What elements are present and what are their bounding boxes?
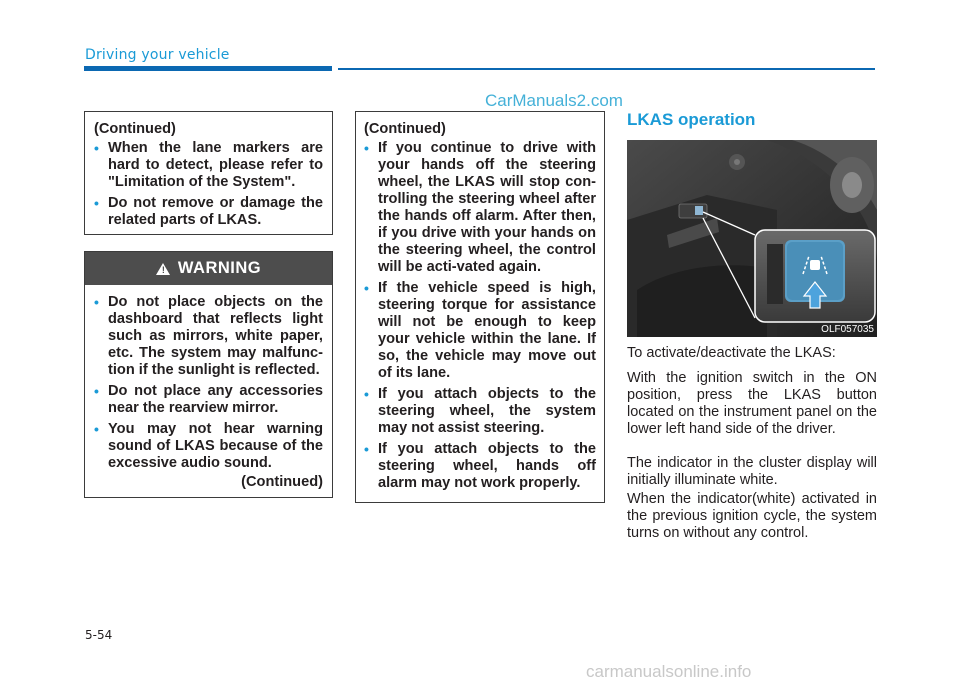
- list-item-text: If the vehicle speed is high, steering torque for assistance will not be enough to keep your vehicle within the lane. If so, the vehicle may move out of its lane.: [378, 280, 596, 381]
- continued-box-left: [84, 111, 333, 235]
- list-item-text: Do not remove or damage the related parts of LKAS.: [108, 195, 323, 228]
- list-item: [364, 441, 596, 492]
- continued-label: (Continued): [241, 474, 323, 490]
- bullet-icon: •: [94, 140, 99, 156]
- bullet-icon: •: [364, 386, 369, 402]
- header-rule-thick: [84, 66, 332, 71]
- bullet-icon: •: [364, 441, 369, 457]
- list-item-text: When the lane markers are hard to detect, please refer to "Limitation of the System".: [108, 140, 323, 190]
- header-rule-thin: [338, 68, 875, 70]
- list-item: [364, 280, 596, 382]
- bullet-icon: •: [94, 195, 99, 211]
- bullet-icon: •: [94, 421, 99, 437]
- paragraph: To activate/deactivate the LKAS:: [627, 345, 836, 361]
- warning-header: [85, 252, 332, 285]
- list-item-text: You may not hear warning sound of LKAS because of the excessive audio sound.: [108, 421, 323, 471]
- paragraph: With the ignition switch in the ON position, press the LKAS button located on the instrument panel on the lower left hand side of the driver.: [627, 370, 877, 437]
- dashboard-illustration: [627, 140, 877, 337]
- bullet-icon: •: [364, 280, 369, 296]
- watermark-top[interactable]: CarManuals2.com: [485, 91, 623, 110]
- list-item: [94, 294, 323, 379]
- continued-label: (Continued): [94, 121, 176, 137]
- bullet-icon: •: [94, 294, 99, 310]
- list-item: [94, 421, 323, 472]
- continued-label: (Continued): [364, 121, 446, 137]
- paragraph: The indicator in the cluster display will initially illuminate white.: [627, 455, 877, 488]
- list-item-text: If you continue to drive with your hands off the steering wheel, the LKAS will stop con-trolling the steering wheel after the hands off alarm. After then, if you drive with your hands on the steering wheel, the control will be acti-vated again.: [378, 140, 596, 275]
- section-title: Driving your vehicle: [85, 47, 230, 63]
- image-code: OLF057035: [821, 324, 874, 335]
- list-item: [364, 386, 596, 437]
- list-item: [94, 195, 323, 229]
- list-item-text: If you attach objects to the steering wheel, the system may not assist steering.: [378, 386, 596, 436]
- list-item: [94, 140, 323, 191]
- list-item-text: Do not place objects on the dashboard that reflects light such as mirrors, white paper, etc. The system may malfunc-tion if the sunlight is reflected.: [108, 294, 323, 378]
- warning-title: WARNING: [177, 259, 262, 277]
- list-item: [94, 383, 323, 417]
- paragraph: When the indicator(white) activated in the previous ignition cycle, the system turns on without any control.: [627, 491, 877, 541]
- list-item-text: Do not place any accessories near the rearview mirror.: [108, 383, 323, 416]
- caution-list: [94, 140, 323, 229]
- lkas-operation-heading: LKAS operation: [627, 110, 756, 129]
- bullet-icon: •: [364, 140, 369, 156]
- bullet-icon: •: [94, 383, 99, 399]
- list-item: [364, 140, 596, 276]
- caution-list: [364, 140, 596, 492]
- warning-list: [94, 294, 323, 472]
- warning-triangle-icon: !: [156, 263, 170, 275]
- list-item-text: If you attach objects to the steering wheel, hands off alarm may not work properly.: [378, 441, 596, 491]
- watermark-bottom[interactable]: carmanualsonline.info: [586, 662, 752, 681]
- continued-box-middle: [355, 111, 605, 503]
- lkas-button-photo: [627, 140, 877, 337]
- page-number: 5-54: [85, 628, 113, 642]
- warning-box: [84, 251, 333, 498]
